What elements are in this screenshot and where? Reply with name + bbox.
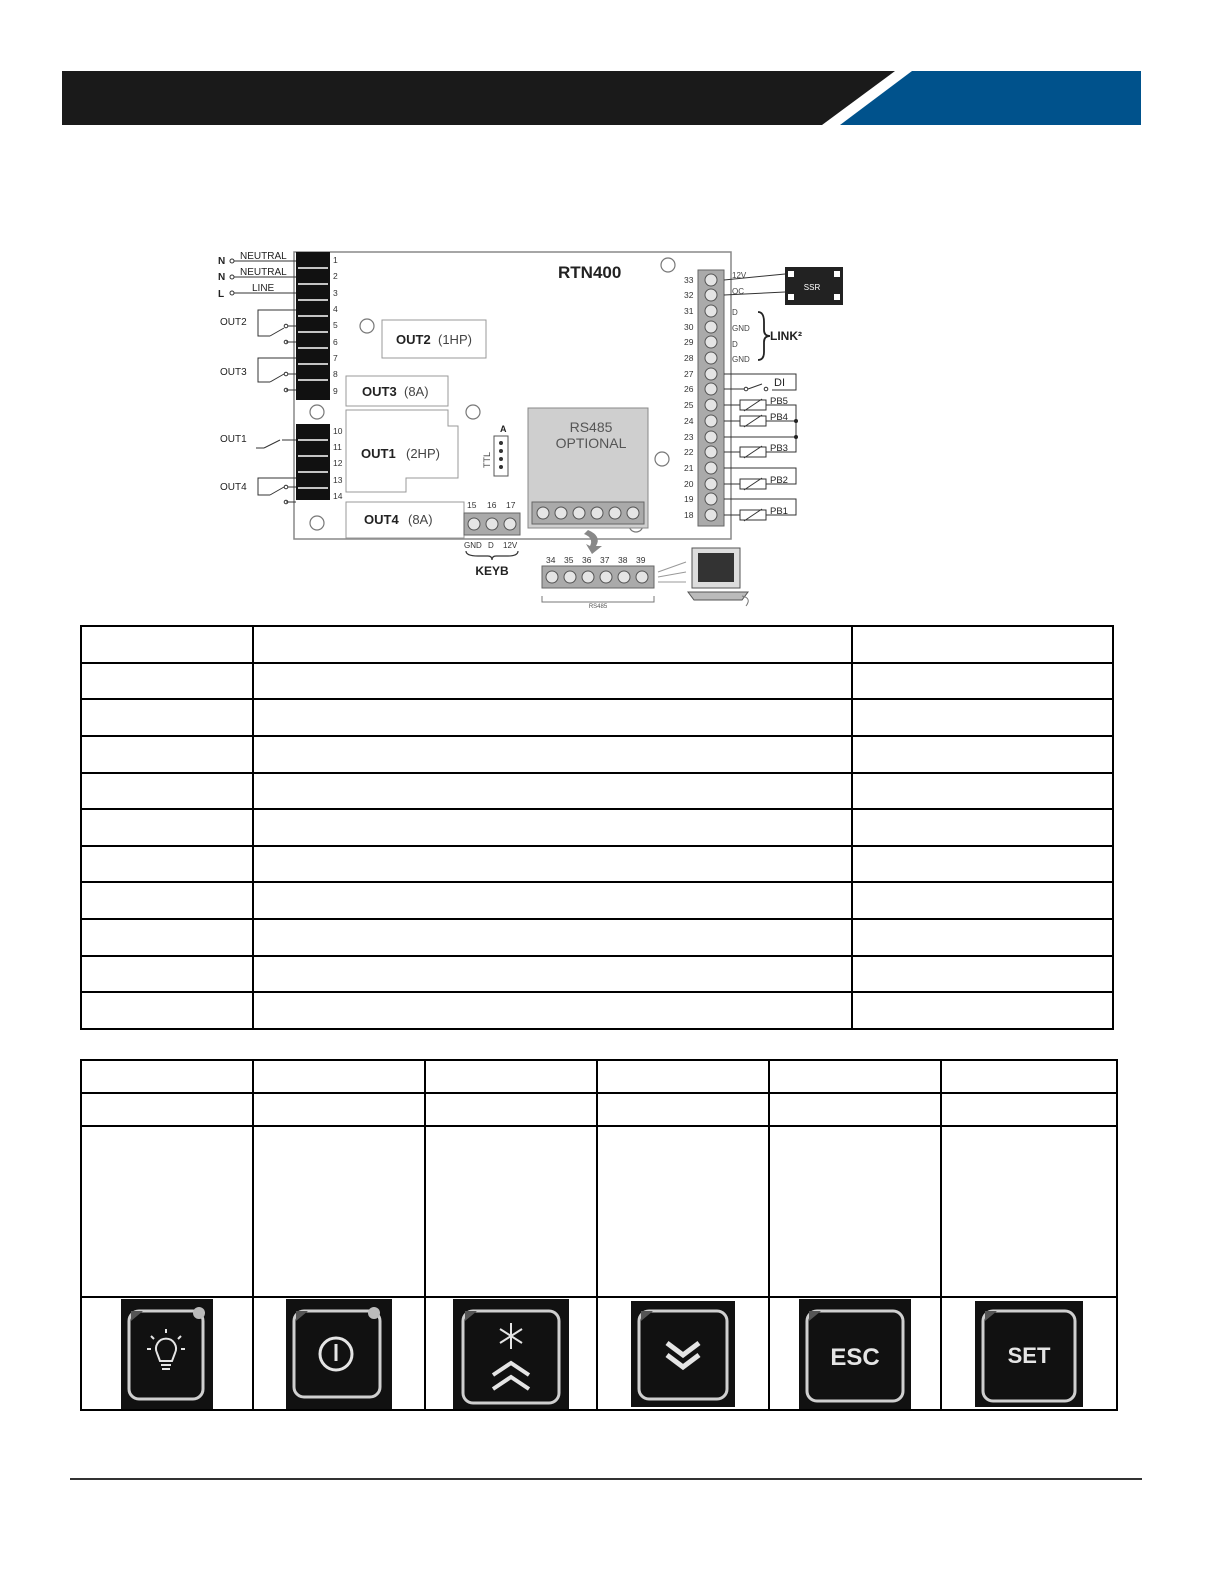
svg-text:ESC: ESC — [830, 1343, 880, 1371]
svg-text:38: 38 — [618, 555, 628, 565]
svg-text:8: 8 — [333, 369, 338, 379]
esc-key — [799, 1299, 911, 1409]
table-cell — [81, 882, 253, 919]
svg-text:12: 12 — [333, 458, 343, 468]
table-cell — [425, 1126, 597, 1297]
svg-text:37: 37 — [600, 555, 610, 565]
svg-text:30: 30 — [684, 322, 694, 332]
table-cell — [425, 1297, 597, 1410]
svg-text:10: 10 — [333, 426, 343, 436]
table-cell — [852, 626, 1113, 663]
table-cell — [253, 1126, 425, 1297]
table-cell — [253, 1297, 425, 1410]
svg-text:LINE: LINE — [252, 283, 275, 294]
table-cell — [852, 919, 1113, 956]
table-row — [81, 809, 1113, 846]
probe-junction — [794, 435, 798, 439]
svg-text:D: D — [732, 340, 738, 349]
svg-text:D: D — [732, 308, 738, 317]
table-cell — [852, 736, 1113, 773]
svg-text:26: 26 — [684, 384, 694, 394]
svg-text:OPTIONAL: OPTIONAL — [555, 435, 627, 451]
svg-text:OUT4: OUT4 — [364, 512, 399, 527]
relay-box-out4 — [346, 502, 464, 538]
light-bulb-icon — [121, 1299, 213, 1409]
svg-text:21: 21 — [684, 463, 694, 473]
svg-text:35: 35 — [564, 555, 574, 565]
table-row — [81, 1060, 1117, 1093]
table-cell — [941, 1297, 1117, 1410]
svg-text:22: 22 — [684, 447, 694, 457]
table-cell — [852, 956, 1113, 993]
svg-text:1: 1 — [333, 255, 338, 265]
rs485-terminal-block — [542, 555, 686, 610]
svg-text:SSR: SSR — [803, 283, 821, 292]
table-cell — [769, 1060, 941, 1093]
terminal-table — [80, 625, 1114, 1030]
table-cell — [253, 1060, 425, 1093]
footer-rule — [70, 1478, 1142, 1480]
svg-text:7: 7 — [333, 353, 338, 363]
svg-text:12V: 12V — [732, 271, 747, 280]
table-cell — [852, 699, 1113, 736]
relay-box-out3 — [346, 376, 448, 406]
table-cell — [253, 699, 852, 736]
power-icon — [286, 1299, 392, 1409]
svg-text:RS485: RS485 — [569, 419, 613, 435]
table-cell — [941, 1126, 1117, 1297]
computer-icon — [688, 548, 748, 606]
svg-text:34: 34 — [546, 555, 556, 565]
table-cell — [769, 1297, 941, 1410]
svg-text:15: 15 — [467, 500, 477, 510]
svg-text:13: 13 — [333, 475, 343, 485]
svg-text:25: 25 — [684, 400, 694, 410]
chevron-down-icon — [631, 1301, 735, 1407]
right-pin-labels — [732, 271, 750, 364]
svg-text:OUT3: OUT3 — [362, 384, 397, 399]
table-cell — [253, 919, 852, 956]
table-cell — [253, 1093, 425, 1126]
svg-text:24: 24 — [684, 416, 694, 426]
table-cell — [81, 736, 253, 773]
svg-text:N: N — [218, 272, 226, 283]
svg-text:31: 31 — [684, 306, 694, 316]
di-label: DI — [774, 377, 785, 389]
table-cell — [253, 882, 852, 919]
svg-text:36: 36 — [582, 555, 592, 565]
table-cell — [769, 1126, 941, 1297]
table-cell — [81, 846, 253, 883]
svg-text:5: 5 — [333, 320, 338, 330]
svg-text:A: A — [500, 424, 507, 434]
svg-text:OUT1: OUT1 — [361, 446, 396, 461]
table-cell — [81, 809, 253, 846]
rs485-module — [528, 408, 648, 528]
table-row — [81, 1297, 1117, 1410]
svg-text:NEUTRAL: NEUTRAL — [240, 251, 287, 262]
table-row — [81, 992, 1113, 1029]
table-cell — [941, 1093, 1117, 1126]
link-brace — [758, 312, 770, 360]
probe-junction — [794, 419, 798, 423]
table-cell — [597, 1060, 769, 1093]
svg-text:RS485: RS485 — [588, 604, 608, 610]
table-row — [81, 919, 1113, 956]
table-cell — [253, 736, 852, 773]
table-cell — [852, 809, 1113, 846]
left-terminal-block-upper — [296, 252, 330, 400]
table-row — [81, 1126, 1117, 1297]
svg-text:11: 11 — [333, 442, 342, 452]
svg-text:KEYB: KEYB — [475, 564, 509, 578]
svg-text:20: 20 — [684, 479, 694, 489]
svg-text:19: 19 — [684, 494, 694, 504]
link-label: LINK² — [770, 329, 802, 343]
table-cell — [597, 1093, 769, 1126]
table-cell — [253, 992, 852, 1029]
digital-input — [724, 374, 796, 391]
table-row — [81, 1093, 1117, 1126]
table-cell — [81, 919, 253, 956]
table-cell — [81, 1126, 253, 1297]
svg-text:OC: OC — [732, 287, 744, 296]
svg-text:OUT4: OUT4 — [220, 482, 247, 493]
table-row — [81, 699, 1113, 736]
table-cell — [852, 773, 1113, 810]
table-cell — [852, 992, 1113, 1029]
svg-text:23: 23 — [684, 432, 694, 442]
table-cell — [81, 773, 253, 810]
svg-text:(1HP): (1HP) — [438, 332, 472, 347]
svg-text:6: 6 — [333, 337, 338, 347]
svg-text:9: 9 — [333, 386, 338, 396]
svg-text:OUT3: OUT3 — [220, 367, 247, 378]
table-cell — [253, 809, 852, 846]
table-cell — [81, 626, 253, 663]
svg-text:39: 39 — [636, 555, 646, 565]
svg-text:(8A): (8A) — [404, 384, 429, 399]
svg-text:PB3: PB3 — [770, 443, 788, 454]
snowflake-up-icon — [453, 1299, 569, 1409]
table-cell — [81, 1093, 253, 1126]
table-cell — [597, 1297, 769, 1410]
table-cell — [253, 846, 852, 883]
svg-text:D: D — [488, 541, 494, 550]
svg-text:33: 33 — [684, 275, 694, 285]
svg-text:SET: SET — [1007, 1342, 1051, 1368]
svg-text:4: 4 — [333, 304, 338, 314]
svg-text:PB5: PB5 — [770, 396, 788, 407]
table-cell — [253, 626, 852, 663]
table-cell — [941, 1060, 1117, 1093]
table-cell — [81, 992, 253, 1029]
svg-text:3: 3 — [333, 288, 338, 298]
svg-text:18: 18 — [684, 510, 694, 520]
table-cell — [81, 1060, 253, 1093]
svg-text:32: 32 — [684, 290, 694, 300]
banner-blue-band — [840, 71, 1141, 125]
svg-text:PB4: PB4 — [770, 412, 788, 423]
svg-text:L: L — [218, 289, 225, 300]
svg-text:29: 29 — [684, 337, 694, 347]
svg-text:12V: 12V — [503, 541, 518, 550]
svg-text:PB1: PB1 — [770, 506, 788, 517]
svg-text:16: 16 — [487, 500, 497, 510]
svg-text:GND: GND — [732, 324, 750, 333]
svg-text:14: 14 — [333, 491, 343, 501]
set-key — [975, 1301, 1083, 1407]
svg-text:17: 17 — [506, 500, 516, 510]
table-cell — [81, 663, 253, 700]
table-cell — [81, 699, 253, 736]
svg-text:OUT2: OUT2 — [220, 317, 247, 328]
table-cell — [769, 1093, 941, 1126]
table-row — [81, 626, 1113, 663]
table-row — [81, 882, 1113, 919]
relay-box-out2 — [382, 320, 486, 358]
keypad-table — [80, 1059, 1118, 1411]
table-row — [81, 773, 1113, 810]
table-cell — [253, 773, 852, 810]
svg-text:(2HP): (2HP) — [406, 446, 440, 461]
table-cell — [425, 1060, 597, 1093]
table-cell — [81, 956, 253, 993]
svg-text:PB2: PB2 — [770, 475, 788, 486]
svg-text:OUT2: OUT2 — [396, 332, 431, 347]
svg-text:N: N — [218, 256, 226, 267]
svg-text:2: 2 — [333, 271, 338, 281]
svg-text:GND: GND — [732, 355, 750, 364]
table-cell — [253, 956, 852, 993]
table-row — [81, 846, 1113, 883]
table-row — [81, 956, 1113, 993]
svg-text:28: 28 — [684, 353, 694, 363]
svg-text:GND: GND — [464, 541, 482, 550]
table-cell — [597, 1126, 769, 1297]
model-name: RTN400 — [558, 263, 622, 282]
svg-text:NEUTRAL: NEUTRAL — [240, 267, 287, 278]
svg-text:TTL: TTL — [482, 451, 492, 468]
table-cell — [253, 663, 852, 700]
table-cell — [852, 846, 1113, 883]
svg-text:(8A): (8A) — [408, 512, 433, 527]
table-cell — [425, 1093, 597, 1126]
wiring-diagram — [210, 240, 870, 615]
table-row — [81, 736, 1113, 773]
banner-dark-band — [62, 71, 895, 125]
table-cell — [852, 663, 1113, 700]
left-wire-labels — [218, 251, 287, 493]
table-cell — [852, 882, 1113, 919]
table-row — [81, 663, 1113, 700]
table-cell — [81, 1297, 253, 1410]
header-banner — [0, 0, 1224, 140]
power-wires — [230, 259, 296, 504]
svg-text:OUT1: OUT1 — [220, 434, 247, 445]
svg-text:27: 27 — [684, 369, 694, 379]
